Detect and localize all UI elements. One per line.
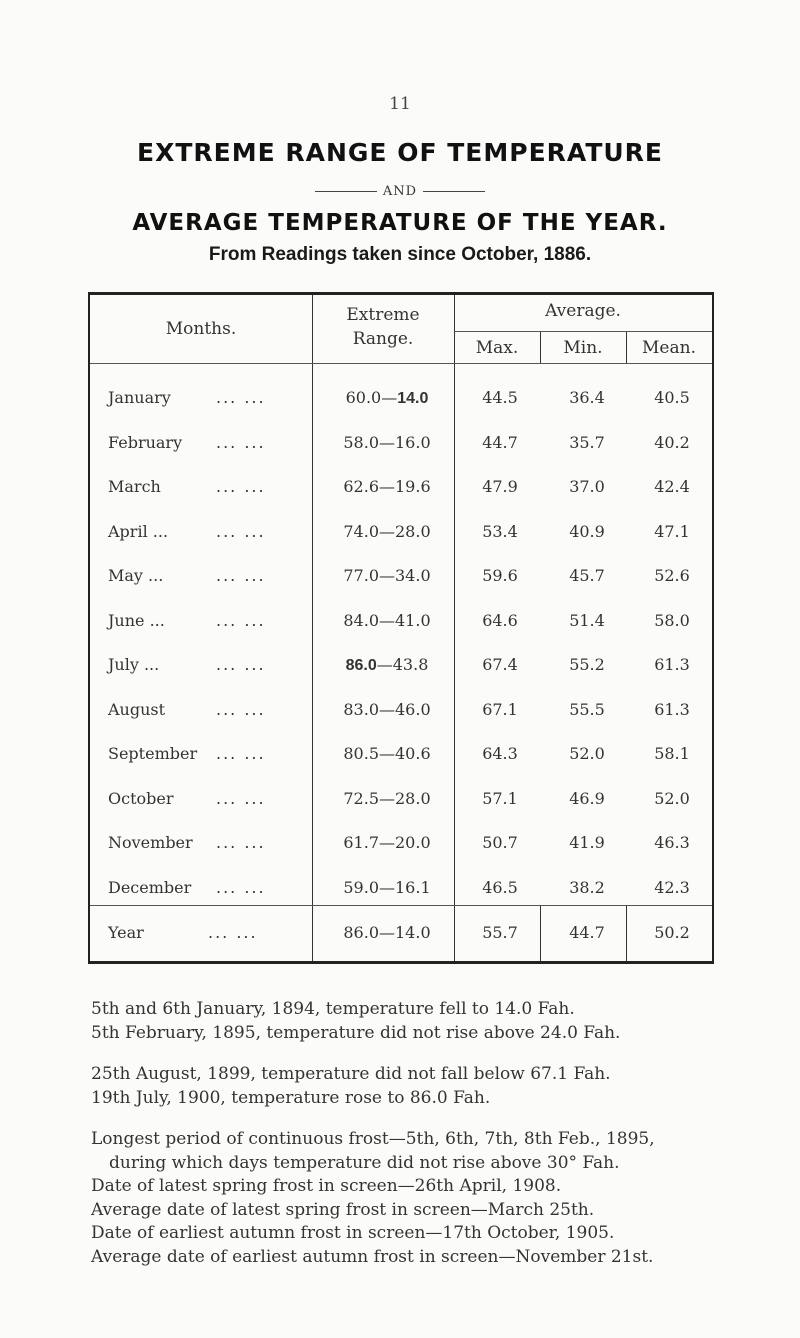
range-cell [318,522,456,541]
month-cell [108,655,318,674]
max-cell: 44.7 [482,433,518,452]
range-cell [318,433,456,452]
header-max: Max. [475,338,519,358]
range-low: 20.0 [395,833,431,852]
min-cell: 36.4 [569,388,605,407]
note-line: 5th February, 1895, temperature did not rise above 24.0 Fah. [91,1022,621,1043]
range-low: 16.0 [395,433,431,452]
range-low: 43.8 [392,655,429,674]
header-mean: Mean. [642,338,696,358]
header-extreme-range-text: Extreme Range. [346,305,420,349]
range-high: 77.0 [343,566,379,585]
month-name: August [108,700,166,719]
range-sep: — [379,744,395,763]
range-cell [318,477,456,496]
month-name: June ... [108,611,165,630]
range-sep: — [379,522,395,541]
notes [91,998,791,1269]
range-high: 60.0 [345,388,382,407]
header-extreme-range [312,303,454,351]
max-cell: 46.5 [482,878,518,897]
mean-cell: 40.2 [654,433,690,452]
month-cell [108,477,318,496]
range-high: 83.0 [343,700,379,719]
leader-dots: ... ... [216,833,266,852]
min-cell: 55.5 [569,700,605,719]
max-cell: 64.6 [482,611,518,630]
max-cell: 59.6 [482,566,518,585]
year-row-rule [90,905,712,906]
range-sep: — [379,611,395,630]
year-label-text: Year [108,923,144,942]
mean-cell: 42.4 [654,477,690,496]
dash-right [423,191,485,192]
leader-dots: ... ... [216,433,266,452]
range-sep: — [376,655,393,674]
min-cell: 52.0 [569,744,605,763]
leader-dots: ... ... [216,789,266,808]
range-high: 59.0 [343,878,379,897]
note-line: Average date of earliest autumn frost in screen—November 21st. [91,1246,654,1267]
note-line: 19th July, 1900, temperature rose to 86.0 Fah. [91,1087,491,1108]
max-cell: 57.1 [482,789,518,808]
year-dots: ... ... [208,923,258,942]
range-cell [318,655,456,675]
range-high: 72.5 [343,789,379,808]
month-cell [108,744,318,763]
leader-dots: ... ... [216,700,266,719]
month-cell [108,388,318,407]
mean-cell: 47.1 [654,522,690,541]
min-cell: 46.9 [569,789,605,808]
month-cell [108,833,318,852]
leader-dots: ... ... [216,566,266,585]
range-sep: — [379,566,395,585]
range-sep: — [379,700,395,719]
max-cell: 53.4 [482,522,518,541]
range-low: 19.6 [395,477,431,496]
month-cell [108,611,318,630]
min-cell: 45.7 [569,566,605,585]
range-high: 61.7 [343,833,379,852]
range-cell [318,878,456,897]
range-low: 46.0 [395,700,431,719]
year-range-sep: — [379,923,395,942]
year-mean: 50.2 [654,923,690,942]
max-cell: 64.3 [482,744,518,763]
leader-dots: ... ... [216,655,266,674]
month-cell [108,789,318,808]
and-text: AND [382,184,418,199]
range-sep: — [379,833,395,852]
range-cell [318,388,456,408]
month-name: January [108,388,171,407]
range-low: 40.6 [395,744,431,763]
min-cell: 41.9 [569,833,605,852]
note-line: 5th and 6th January, 1894, temperature fell to 14.0 Fah. [91,999,575,1019]
year-range-a: 86.0 [343,923,379,942]
mean-cell: 52.6 [654,566,690,585]
month-name: October [108,789,174,808]
range-sep: — [379,789,395,808]
header-months: Months. [165,319,237,339]
range-low: 28.0 [395,789,431,808]
min-cell: 51.4 [569,611,605,630]
month-name: December [108,878,192,897]
range-cell [318,566,456,585]
max-cell: 67.1 [482,700,518,719]
page-number: 11 [389,94,411,114]
range-high: 58.0 [343,433,379,452]
year-range [318,923,456,942]
mean-cell: 58.1 [654,744,690,763]
range-low: 41.0 [395,611,431,630]
year-label [108,923,318,942]
range-sep: — [379,477,395,496]
mean-cell: 61.3 [654,700,690,719]
note-line: 25th August, 1899, temperature did not fall below 67.1 Fah. [91,1064,611,1084]
range-low: 14.0 [397,390,429,407]
range-cell [318,744,456,763]
mean-cell: 42.3 [654,878,690,897]
leader-dots: ... ... [216,611,266,630]
month-name: February [108,433,183,452]
min-cell: 55.2 [569,655,605,674]
leader-dots: ... ... [216,878,266,897]
month-cell [108,878,318,897]
note-line: Date of earliest autumn frost in screen—17th October, 1905. [91,1223,615,1243]
title-line-1: EXTREME RANGE OF TEMPERATURE [137,138,663,167]
year-range-b: 14.0 [395,923,431,942]
range-low: 16.1 [395,878,431,897]
range-cell [318,611,456,630]
range-high: 84.0 [343,611,379,630]
range-low: 34.0 [395,566,431,585]
dash-left [315,191,377,192]
max-cell: 67.4 [482,655,518,674]
range-high: 86.0 [345,657,377,674]
leader-dots: ... ... [216,477,266,496]
max-cell: 47.9 [482,477,518,496]
note-line: Average date of latest spring frost in screen—March 25th. [91,1199,595,1220]
range-sep: — [379,878,395,897]
year-min: 44.7 [569,923,605,942]
leader-dots: ... ... [216,744,266,763]
range-low: 28.0 [395,522,431,541]
note-gap [91,1045,791,1063]
range-high: 62.6 [343,477,379,496]
range-cell [318,833,456,852]
mean-cell: 61.3 [654,655,690,674]
min-cell: 37.0 [569,477,605,496]
and-separator [0,184,800,199]
max-cell: 50.7 [482,833,518,852]
range-high: 74.0 [343,522,379,541]
mean-cell: 52.0 [654,789,690,808]
min-cell: 38.2 [569,878,605,897]
range-high: 80.5 [343,744,379,763]
mean-cell: 46.3 [654,833,690,852]
header-bottom-rule [90,363,712,364]
header-average: Average. [545,301,621,321]
month-name: May ... [108,566,164,585]
year-max: 55.7 [482,923,518,942]
month-cell [108,433,318,452]
range-cell [318,789,456,808]
note-line: Longest period of continuous frost—5th, 6th, 7th, 8th Feb., 1895, [91,1129,655,1149]
month-cell [108,566,318,585]
average-header-rule [454,331,712,332]
month-cell [108,700,318,719]
month-name: April ... [108,522,169,541]
month-cell [108,522,318,541]
note-line: Date of latest spring frost in screen—26th April, 1908. [91,1176,562,1196]
leader-dots: ... ... [216,388,266,407]
month-name: July ... [108,655,160,674]
temperature-table [88,292,714,964]
leader-dots: ... ... [216,522,266,541]
mean-cell: 58.0 [654,611,690,630]
note-line: during which days temperature did not rise above 30° Fah. [109,1152,620,1173]
range-sep: — [381,388,398,407]
header-min: Min. [563,338,603,358]
month-name: March [108,477,161,496]
range-cell [318,700,456,719]
min-cell: 40.9 [569,522,605,541]
max-cell: 44.5 [482,388,518,407]
month-name: September [108,744,198,763]
month-name: November [108,833,193,852]
mean-cell: 40.5 [654,388,690,407]
min-cell: 35.7 [569,433,605,452]
subtitle: From Readings taken since October, 1886. [208,244,592,265]
title-line-2: AVERAGE TEMPERATURE OF THE YEAR. [132,210,668,236]
note-gap [91,1110,791,1128]
range-sep: — [379,433,395,452]
